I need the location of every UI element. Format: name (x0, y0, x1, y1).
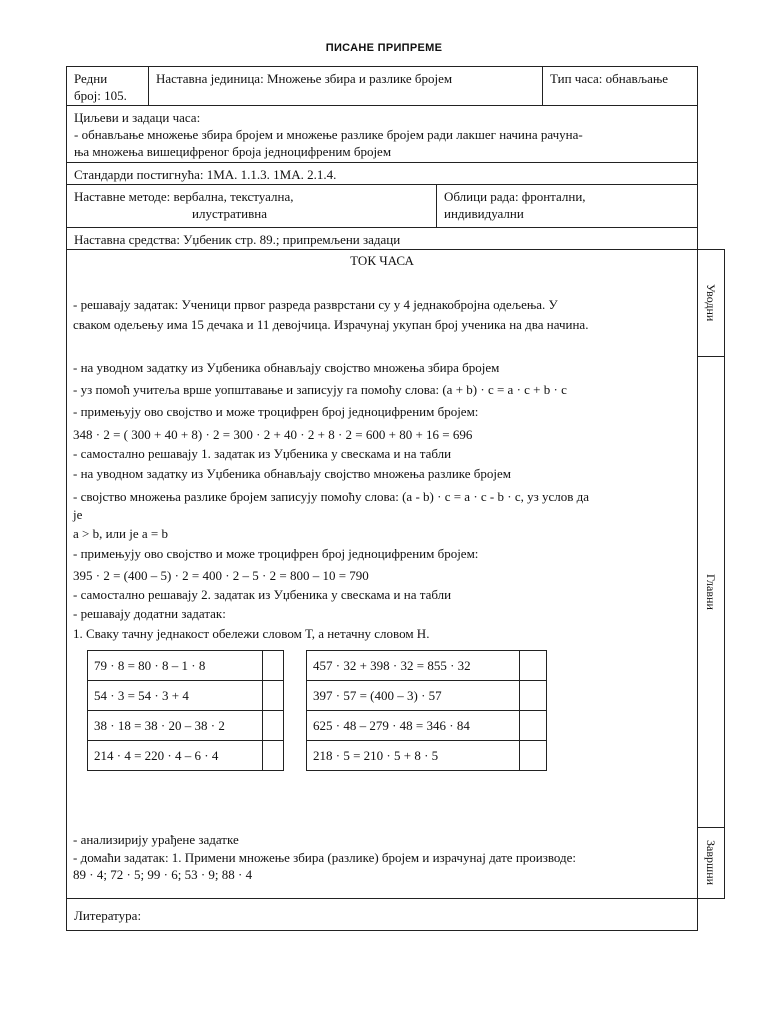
goals-label: Циљеви и задаци часа: (74, 110, 201, 125)
main-line-11: 395 · 2 = (400 – 5) · 2 = 400 · 2 – 5 · 2 = 800 – 10 = 790 (73, 568, 369, 583)
main-line-9: a > b, или је a = b (73, 526, 168, 541)
main-line-8: је (73, 507, 83, 522)
answer-cell[interactable] (263, 681, 284, 711)
methods-line-1: Наставне методе: вербална, текстуална, (74, 189, 294, 204)
equation: 397 · 57 = (400 – 3) · 57 (307, 681, 520, 711)
equation: 218 · 5 = 210 · 5 + 8 · 5 (307, 741, 520, 771)
equation: 457 · 32 + 398 · 32 = 855 · 32 (307, 651, 520, 681)
page-title: ПИСАНЕ ПРИПРЕМЕ (325, 42, 443, 54)
answer-cell[interactable] (263, 711, 284, 741)
main-line-10: - примењују ово својство и може троцифрен број једноцифреним бројем: (73, 546, 479, 561)
side-label-final: Завршни (704, 840, 718, 886)
main-line-13: - решавају додатни задатак: (73, 606, 226, 621)
main-line-12: - самостално решавају 2. задатак из Уџбеника у свескама и на табли (73, 587, 452, 602)
answer-cell[interactable] (263, 741, 284, 771)
lesson-type: Тип часа: обнављање (550, 71, 669, 86)
goals-line-1: - обнављање множење збира бројем и множење разлике бројем ради лакшег начина рачуна- (74, 127, 583, 142)
main-line-6: - на уводном задатку из Уџбеника обнављају својство множења разлике бројем (73, 466, 512, 481)
table-row (307, 711, 547, 741)
teaching-methods (68, 186, 440, 224)
goals (68, 107, 704, 162)
main-line-14: 1. Сваку тачну једнакост обележи словом Т, а нетачну словом Н. (73, 626, 430, 641)
forms-line-2: индивидуални (444, 206, 524, 221)
main-line-5: - самостално решавају 1. задатак из Уџбеника у свескама и на табли (73, 446, 452, 461)
equation: 79 · 8 = 80 · 8 – 1 · 8 (88, 651, 263, 681)
main-line-1: - на уводном задатку из Уџбеника обнављају својство множења збира бројем (73, 360, 500, 375)
exercise-table-left (87, 650, 284, 771)
lesson-number-value: број: 105. (74, 88, 127, 103)
lesson-flow-heading: ТОК ЧАСА (350, 253, 414, 268)
teaching-unit: Наставна јединица: Множење збира и разлике бројем (156, 71, 453, 86)
equation: 625 · 48 – 279 · 48 = 346 · 84 (307, 711, 520, 741)
work-forms (438, 186, 700, 224)
intro-line-2: сваком одељењу има 15 дечака и 11 девојчица. Израчунај укупан број ученика на два начина. (73, 317, 589, 332)
table-row (88, 651, 284, 681)
side-label-main: Главни (704, 574, 718, 610)
equation: 38 · 18 = 38 · 20 – 38 · 2 (88, 711, 263, 741)
teaching-resources: Наставна средства: Уџбеник стр. 89.; припремљени задаци (74, 232, 401, 247)
table-row (307, 651, 547, 681)
answer-cell[interactable] (520, 651, 547, 681)
lesson-number (68, 68, 158, 106)
answer-cell[interactable] (520, 711, 547, 741)
final-line-1: - анализирију урађене задатке (73, 832, 239, 847)
goals-line-2: ња множења вишецифреног броја једноцифреним бројем (74, 144, 392, 159)
main-line-7: - својство множења разлике бројем записују помоћу слова: (a - b) · c = a · c - b · c, уз услов да (73, 489, 590, 504)
main-line-4: 348 · 2 = ( 300 + 40 + 8) · 2 = 300 · 2 + 40 · 2 + 8 · 2 = 600 + 80 + 16 = 696 (73, 427, 473, 442)
table-row (88, 741, 284, 771)
main-line-2: - уз помоћ учитеља врше уопштавање и записују га помоћу слова: (a + b) · c = a · c + b · c (73, 382, 567, 397)
standards: Стандарди постигнућа: 1МА. 1.1.3. 1МА. 2.1.4. (74, 167, 337, 182)
literature: Литература: (74, 908, 142, 923)
answer-cell[interactable] (263, 651, 284, 681)
lesson-number-label: Редни (74, 71, 108, 86)
side-label-intro: Уводни (704, 284, 718, 322)
table-row (307, 681, 547, 711)
main-line-3: - примењују ово својство и може троцифрен број једноцифреним бројем: (73, 404, 479, 419)
table-row (307, 741, 547, 771)
intro-line-1: - решавају задатак: Ученици првог разреда разврстани су у 4 једнакобројна одељења. У (73, 297, 558, 312)
exercise-table-right (306, 650, 547, 771)
answer-cell[interactable] (520, 681, 547, 711)
final-line-2: - домаћи задатак: 1. Примени множење збира (разлике) бројем и израчунај дате производе: (73, 850, 577, 865)
table-row (88, 681, 284, 711)
forms-line-1: Облици рада: фронтални, (444, 189, 586, 204)
answer-cell[interactable] (520, 741, 547, 771)
table-row (88, 711, 284, 741)
methods-line-2: илустративна (192, 206, 267, 221)
literature-box (66, 898, 698, 931)
final-line-3: 89 · 4; 72 · 5; 99 · 6; 53 · 9; 88 · 4 (73, 867, 253, 882)
equation: 214 · 4 = 220 · 4 – 6 · 4 (88, 741, 263, 771)
equation: 54 · 3 = 54 · 3 + 4 (88, 681, 263, 711)
